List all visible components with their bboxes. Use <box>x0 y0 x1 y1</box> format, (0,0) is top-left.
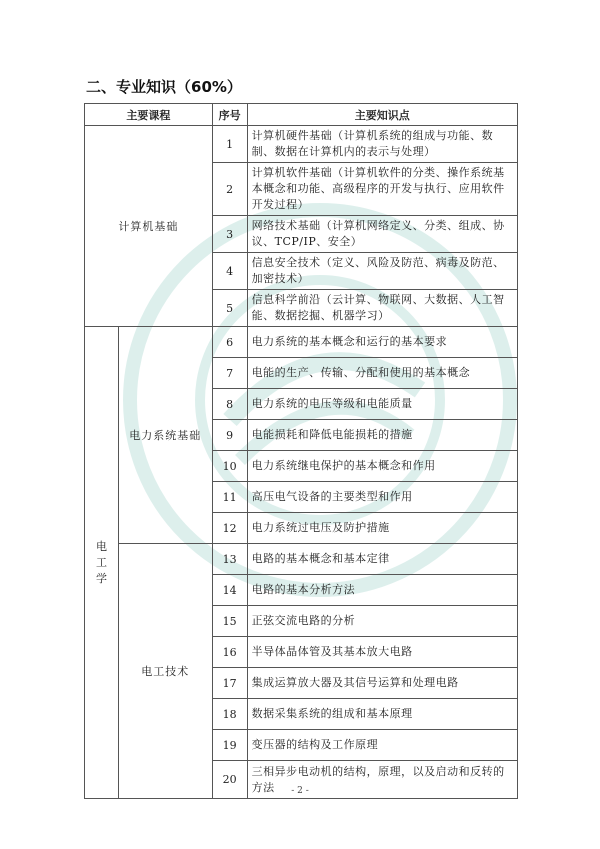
row-number: 8 <box>212 389 247 420</box>
row-topic: 网络技术基础（计算机网络定义、分类、组成、协议、TCP/IP、安全） <box>247 216 517 253</box>
row-number: 16 <box>212 637 247 668</box>
row-number: 6 <box>212 327 247 358</box>
page-number: - 2 - <box>291 786 309 796</box>
row-number: 12 <box>212 513 247 544</box>
row-number: 4 <box>212 253 247 290</box>
vertical-char: 电 <box>95 539 107 553</box>
row-number: 14 <box>212 575 247 606</box>
syllabus-table <box>84 103 518 799</box>
row-number: 7 <box>212 358 247 389</box>
row-topic: 三相异步电动机的结构，原理，以及启动和反转的方法 <box>247 761 517 799</box>
row-number: 3 <box>212 216 247 253</box>
row-topic: 信息科学前沿（云计算、物联网、大数据、人工智能、数据挖掘、机器学习） <box>247 290 517 327</box>
table-header-row <box>85 104 518 126</box>
row-number: 13 <box>212 544 247 575</box>
row-topic: 电力系统继电保护的基本概念和作用 <box>247 451 517 482</box>
course-electrotechnics: 电工技术 <box>118 544 212 799</box>
row-topic: 电路的基本分析方法 <box>247 575 517 606</box>
row-topic: 数据采集系统的组成和基本原理 <box>247 699 517 730</box>
row-topic: 计算机软件基础（计算机软件的分类、操作系统基本概念和功能、高级程序的开发与执行、应用软件开发过程） <box>247 163 517 216</box>
course-electrical-engineering <box>85 327 119 799</box>
row-number: 17 <box>212 668 247 699</box>
row-topic: 电路的基本概念和基本定律 <box>247 544 517 575</box>
row-topic: 变压器的结构及工作原理 <box>247 730 517 761</box>
row-topic: 半导体晶体管及其基本放大电路 <box>247 637 517 668</box>
row-topic: 高压电气设备的主要类型和作用 <box>247 482 517 513</box>
row-number: 9 <box>212 420 247 451</box>
row-number: 1 <box>212 126 247 163</box>
row-number: 2 <box>212 163 247 216</box>
row-number: 5 <box>212 290 247 327</box>
row-topic: 电力系统过电压及防护措施 <box>247 513 517 544</box>
course-computer-basics: 计算机基础 <box>85 126 213 327</box>
row-number: 11 <box>212 482 247 513</box>
section-heading: 二、专业知识（60%） <box>86 78 242 96</box>
header-knowledge-points: 主要知识点 <box>247 104 517 126</box>
row-topic: 信息安全技术（定义、风险及防范、病毒及防范、加密技术） <box>247 253 517 290</box>
table-row <box>85 327 518 358</box>
vertical-char: 工 <box>95 555 107 569</box>
row-topic: 计算机硬件基础（计算机系统的组成与功能、数制、数据在计算机内的表示与处理） <box>247 126 517 163</box>
row-number: 19 <box>212 730 247 761</box>
row-topic: 集成运算放大器及其信号运算和处理电路 <box>247 668 517 699</box>
row-number: 20 <box>212 761 247 799</box>
row-number: 15 <box>212 606 247 637</box>
row-topic: 电能的生产、传输、分配和使用的基本概念 <box>247 358 517 389</box>
header-course: 主要课程 <box>85 104 213 126</box>
table-row <box>85 544 518 575</box>
course-power-system-basics: 电力系统基础 <box>118 327 212 544</box>
row-topic: 电力系统的基本概念和运行的基本要求 <box>247 327 517 358</box>
vertical-char: 学 <box>95 571 107 585</box>
row-topic: 电能损耗和降低电能损耗的措施 <box>247 420 517 451</box>
row-number: 10 <box>212 451 247 482</box>
table-row <box>85 126 518 163</box>
header-number: 序号 <box>212 104 247 126</box>
row-topic: 电力系统的电压等级和电能质量 <box>247 389 517 420</box>
row-number: 18 <box>212 699 247 730</box>
row-topic: 正弦交流电路的分析 <box>247 606 517 637</box>
